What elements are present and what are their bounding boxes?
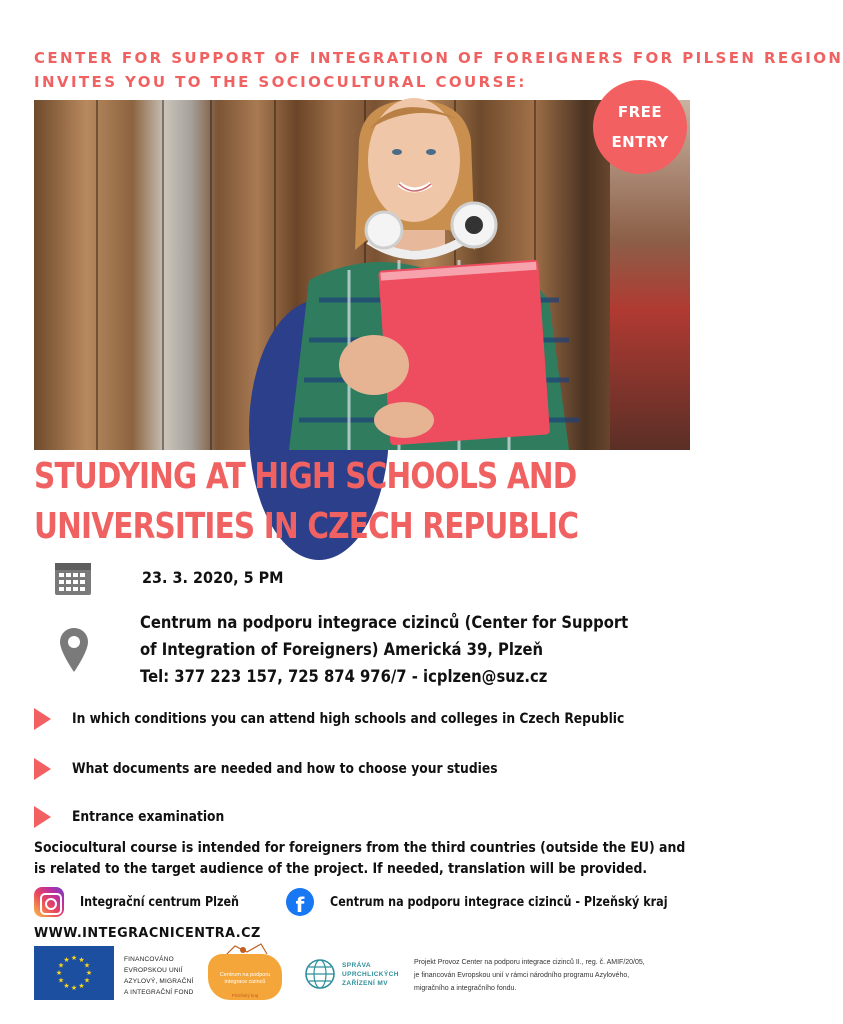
list-item [34, 806, 225, 828]
eu-text-line: FINANCOVÁNO [124, 956, 174, 963]
svg-text:★: ★ [70, 954, 78, 962]
topic-text: Entrance examination [72, 809, 225, 825]
venue-line-1: Centrum na podporu integrace cizinců (Center for Support [140, 613, 629, 633]
topic-text: In which conditions you can attend high schools and colleges in Czech Republic [72, 711, 625, 727]
student-illustration [249, 100, 609, 450]
course-description [34, 838, 694, 880]
project-note-line: je financován Evropskou unií v rámci národního programu Azylového, [414, 972, 630, 979]
svg-text:★: ★ [78, 956, 85, 964]
triangle-bullet-icon [34, 708, 51, 730]
facebook-icon[interactable]: f [286, 888, 314, 916]
cz-logo-region: Plzeňský kraj [231, 993, 259, 998]
badge-line-1: FREE [617, 103, 663, 121]
suz-text-line: ZAŘÍZENÍ MV [342, 979, 388, 987]
title-line-1: STUDYING AT HIGH SCHOOLS AND [34, 456, 577, 497]
description-line-2: is related to the target audience of the project. If needed, translation will be provided. [34, 861, 648, 877]
svg-text:★: ★ [57, 976, 65, 985]
project-note-line: Projekt Provoz Center na podporu integrace cizinců II., reg. č. AMIF/20/05, [414, 959, 645, 966]
svg-text:★: ★ [63, 956, 70, 964]
location-pin-icon [60, 628, 88, 672]
eu-text-line: AZYLOVÝ, MIGRAČNÍ [124, 978, 194, 985]
venue-block [140, 610, 700, 691]
project-note [414, 956, 710, 995]
contact-line: Tel: 377 223 157, 725 874 976/7 - icplzen@suz.cz [140, 667, 548, 687]
topic-text: What documents are needed and how to choose your studies [72, 761, 498, 777]
course-title [34, 452, 704, 552]
svg-text:★: ★ [78, 982, 85, 990]
svg-text:★: ★ [85, 969, 93, 977]
triangle-bullet-icon [34, 758, 51, 780]
facebook-label[interactable]: Centrum na podporu integrace cizinců - Plzeňský kraj [330, 894, 668, 910]
svg-text:★: ★ [55, 969, 63, 977]
instagram-link[interactable] [34, 886, 265, 918]
venue-line-2: of Integration of Foreigners) Americká 39, Plzeň [140, 640, 544, 660]
suz-logo [304, 958, 399, 990]
hero-photo [34, 100, 690, 450]
header [34, 46, 843, 94]
svg-text:★: ★ [83, 976, 91, 985]
list-item [34, 758, 498, 780]
event-date: 23. 3. 2020, 5 PM [142, 568, 284, 587]
triangle-bullet-icon [34, 806, 51, 828]
website-link[interactable]: WWW.INTEGRACNICENTRA.CZ [34, 925, 261, 941]
description-line-1: Sociocultural course is intended for foreigners from the third countries (outside the EU) and [34, 840, 686, 856]
eu-funding-text [124, 954, 194, 998]
suz-text-line: UPRCHLICKÝCH [342, 970, 399, 978]
eu-flag-logo [34, 946, 114, 1000]
facebook-link[interactable] [286, 886, 723, 918]
list-item [34, 708, 625, 730]
header-line-1: CENTER FOR SUPPORT OF INTEGRATION OF FOREIGNERS FOR PILSEN REGION [34, 49, 843, 67]
instagram-icon[interactable] [34, 887, 64, 917]
title-line-2: UNIVERSITIES IN CZECH REPUBLIC [34, 506, 579, 547]
calendar-icon [54, 560, 92, 596]
svg-text:★: ★ [70, 984, 78, 992]
badge-line-2: ENTRY [611, 133, 669, 151]
project-note-line: migračního a integračního fondu. [414, 985, 517, 992]
suz-text-line: SPRÁVA [342, 961, 372, 969]
cz-logo-line-1: Centrum na podporu [219, 972, 271, 978]
eu-text-line: EVROPSKOU UNIÍ [124, 967, 183, 974]
svg-text:★: ★ [83, 961, 91, 970]
eu-text-line: A INTEGRAČNÍ FOND [124, 989, 194, 996]
svg-text:★: ★ [63, 982, 70, 990]
globe-icon [304, 958, 336, 990]
free-entry-badge [593, 80, 687, 174]
integration-center-logo [203, 942, 285, 1004]
cz-logo-line-2: integrace cizinců [224, 979, 266, 985]
header-line-2: INVITES YOU TO THE SOCIOCULTURAL COURSE: [34, 73, 527, 91]
svg-text:★: ★ [57, 961, 65, 970]
instagram-label[interactable]: Integrační centrum Plzeň [80, 894, 240, 910]
